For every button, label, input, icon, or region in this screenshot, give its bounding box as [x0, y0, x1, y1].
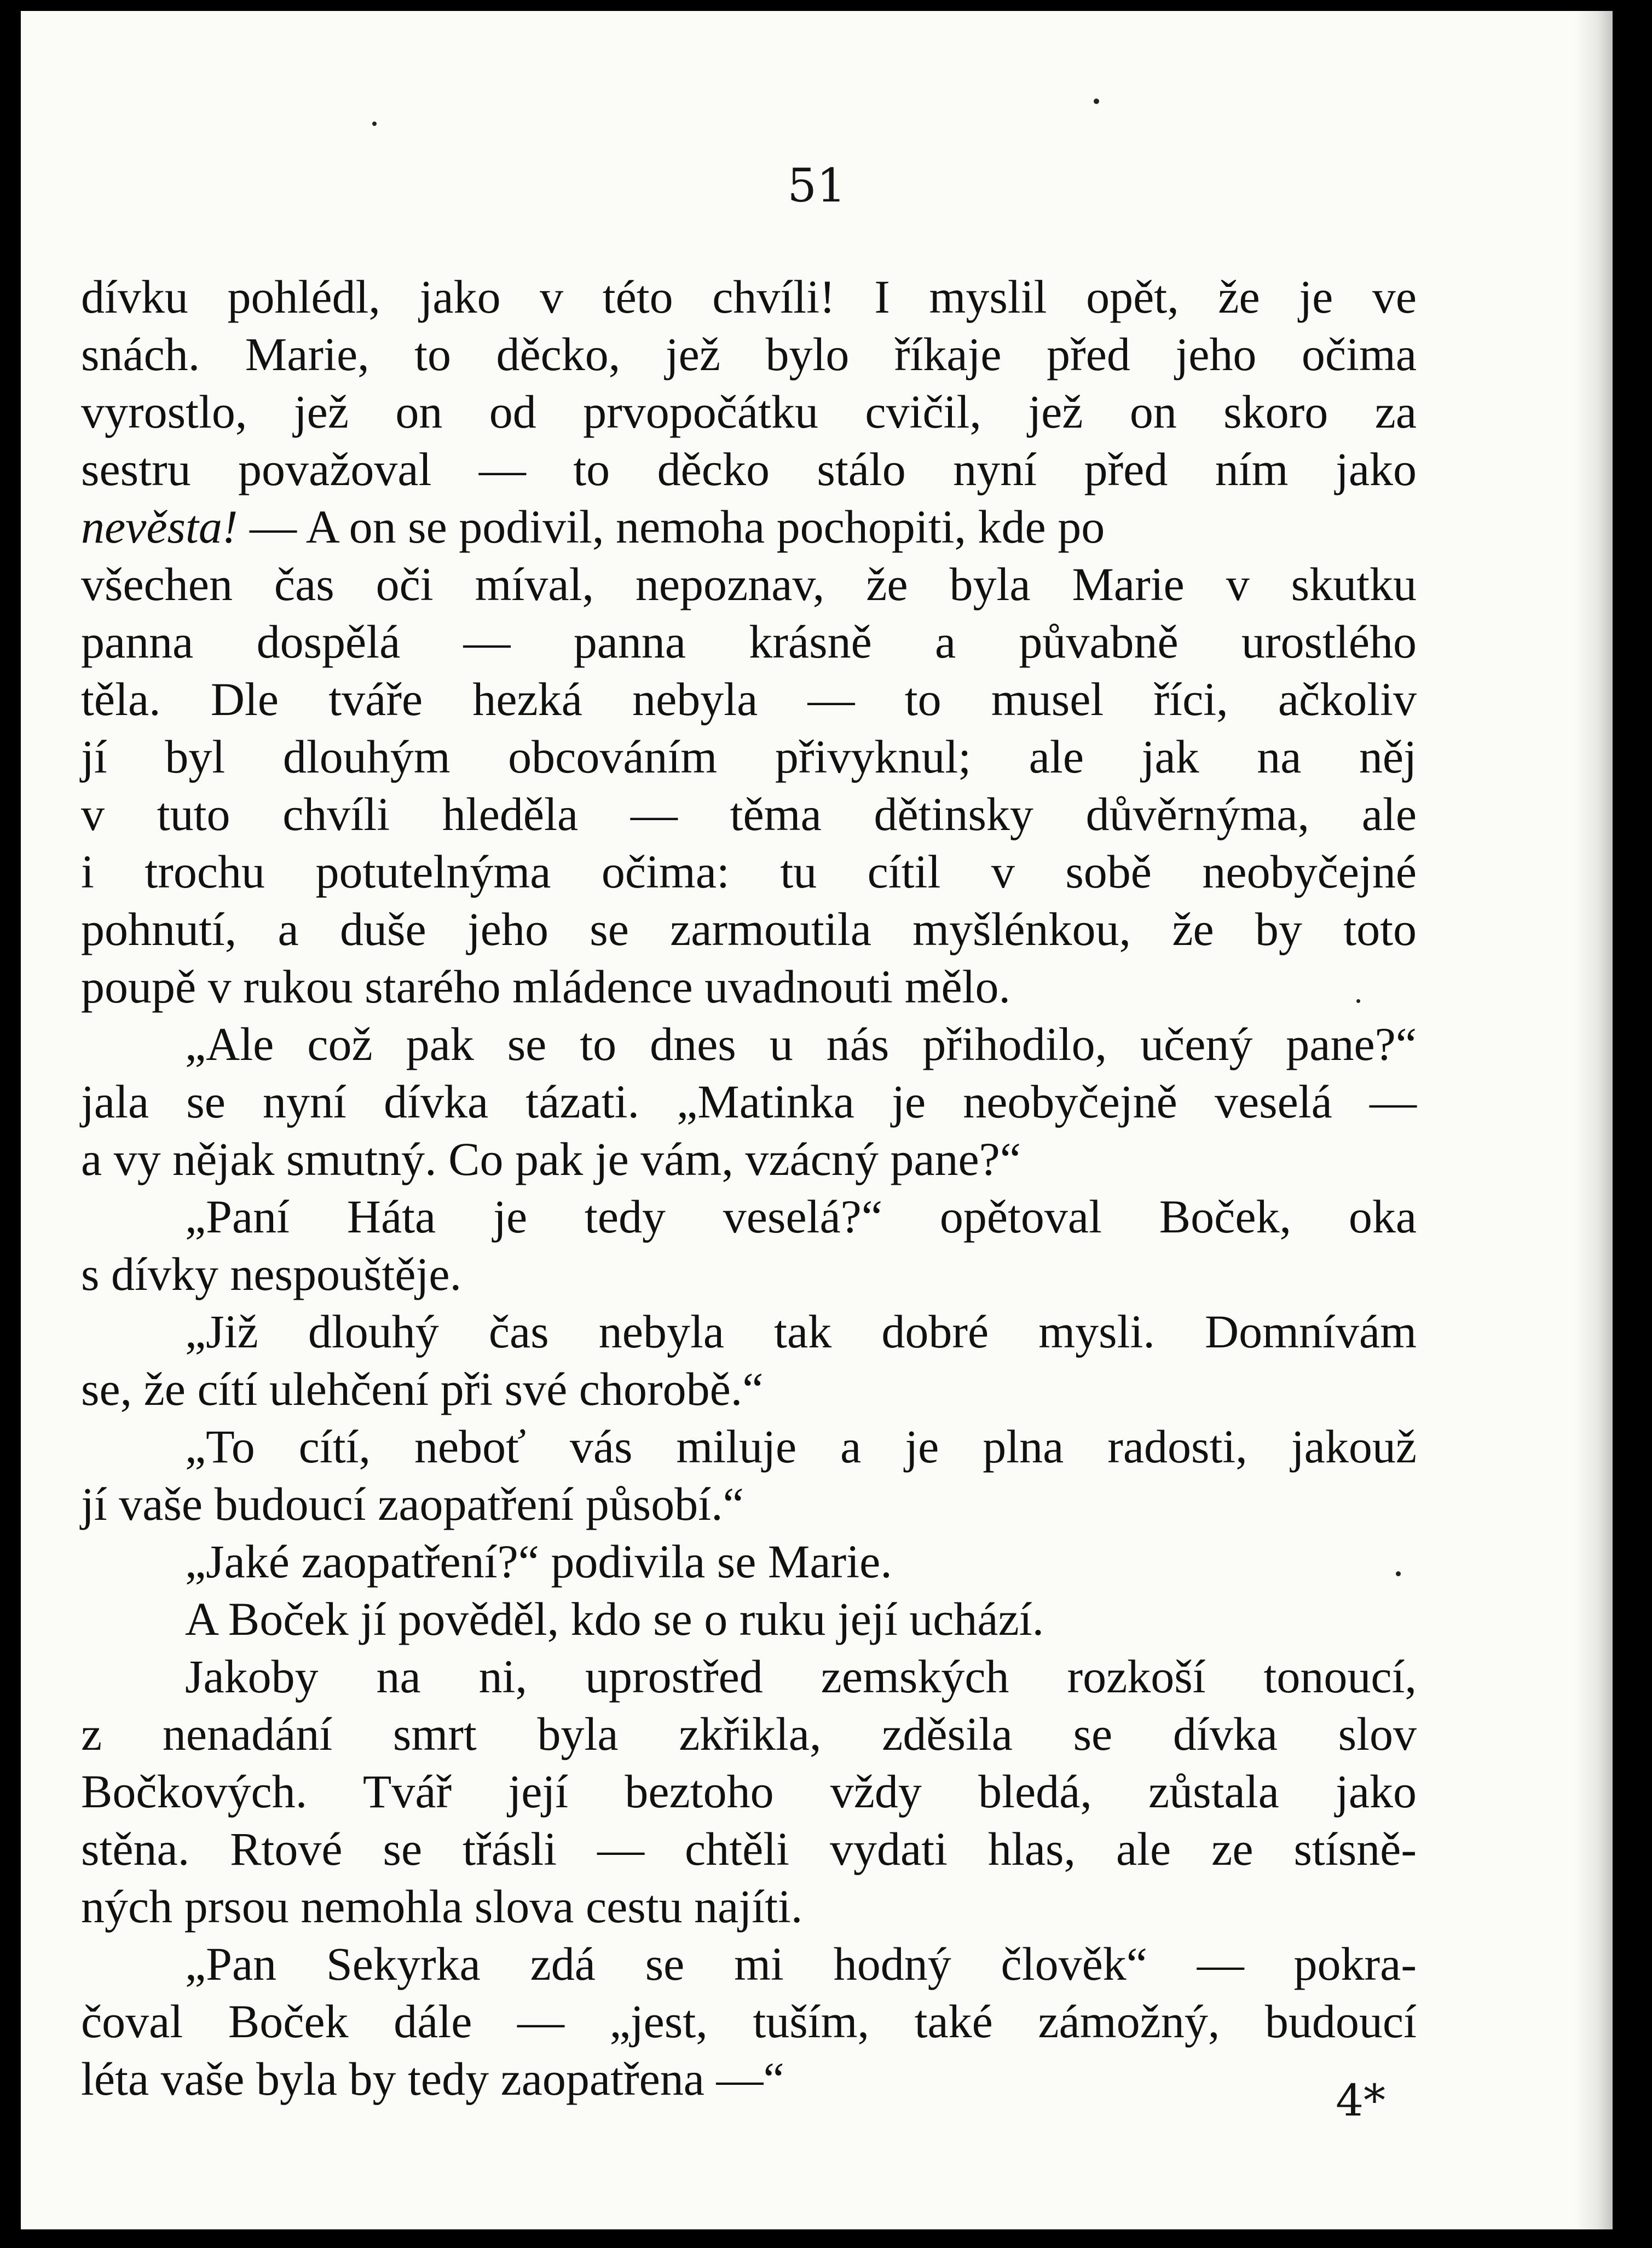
text-line: v tuto chvíli hleděla — těma dětinsky důvěrnýma, ale [81, 788, 1417, 840]
text-line: pohnutí, a duše jeho se zarmoutila myšlénkou, že by toto [81, 903, 1417, 955]
text-line: a vy nějak smutný. Co pak je vám, vzácný pane?“ [81, 1133, 1021, 1185]
text-line: jala se nyní dívka tázati. „Matinka je neobyčejně veselá — [81, 1075, 1417, 1128]
signature-mark: 4* [1336, 2075, 1385, 2126]
text-line: stěna. Rtové se třásli — chtěli vydati hlas, ale ze stísně- [81, 1823, 1417, 1875]
text-line: s dívky nespouštěje. [81, 1248, 462, 1300]
text-line: i trochu potutelnýma očima: tu cítil v sobě neobyčejné [81, 845, 1417, 898]
scan-speck [1396, 1571, 1401, 1576]
text-line [81, 498, 1417, 556]
text-line: A Boček jí pověděl, kdo se o ruku její uchází. [185, 1593, 1044, 1645]
text-line: Bočkových. Tvář její beztoho vždy bledá, zůstala jako [81, 1765, 1417, 1818]
text-line: léta vaše byla by tedy zaopatřena —“ [81, 2053, 784, 2105]
text-line: z nenadání smrt byla zkřikla, zděsila se dívka slov [81, 1708, 1417, 1760]
text-line: se, že cítí ulehčení při své chorobě.“ [81, 1363, 764, 1415]
text-line: jí vaše budoucí zaopatření působí.“ [81, 1478, 744, 1530]
scan-speck [372, 122, 377, 126]
text-line: „Paní Háta je tedy veselá?“ opětoval Boček, oka [185, 1190, 1417, 1243]
text-line: Jakoby na ni, uprostřed zemských rozkoší tonoucí, [185, 1650, 1417, 1703]
page-edge-shadow [1574, 11, 1613, 2229]
text-line: „To cítí, neboť vás miluje a je plna radosti, jakouž [185, 1420, 1417, 1473]
page-number: 51 [787, 159, 846, 212]
text-line: snách. Marie, to děcko, jež bylo říkaje před jeho očima [81, 328, 1417, 381]
text-line: sestru považoval — to děcko stálo nyní před ním jako [81, 443, 1417, 495]
text-line: jí byl dlouhým obcováním přivyknul; ale jak na něj [81, 730, 1417, 783]
text-line: dívku pohlédl, jako v této chvíli! I myslil opět, že je ve [81, 270, 1417, 323]
emphasis-word: nevěsta! [81, 500, 238, 553]
text-line: „Pan Sekyrka zdá se mi hodný člověk“ — pokra- [185, 1938, 1417, 1990]
text-line: poupě v rukou starého mládence uvadnouti mělo. [81, 960, 1011, 1013]
text-line: vyrostlo, jež on od prvopočátku cvičil, jež on skoro za [81, 385, 1417, 438]
text-line: „Již dlouhý čas nebyla tak dobré mysli. Domnívám [185, 1305, 1417, 1358]
text-line: čoval Boček dále — „jest, tuším, také zámožný, budoucí [81, 1995, 1417, 2048]
text-line: všechen čas oči míval, nepoznav, že byla Marie v skutku [81, 558, 1417, 610]
scan-speck [1094, 99, 1099, 104]
text-line: panna dospělá — panna krásně a půvabně urostlého [81, 615, 1417, 668]
text-line-rest: — A on se podivil, nemoha pochopiti, kde po [238, 500, 1105, 553]
text-line: těla. Dle tváře hezká nebyla — to musel říci, ačkoliv [81, 673, 1417, 725]
text-line: „Jaké zaopatření?“ podivila se Marie. [185, 1535, 892, 1588]
scan-speck [1356, 999, 1360, 1003]
text-line: „Ale což pak se to dnes u nás přihodilo, učený pane?“ [185, 1018, 1417, 1070]
body-text [81, 268, 1417, 2108]
book-page [21, 11, 1613, 2229]
text-line: ných prsou nemohla slova cestu najíti. [81, 1880, 803, 1933]
